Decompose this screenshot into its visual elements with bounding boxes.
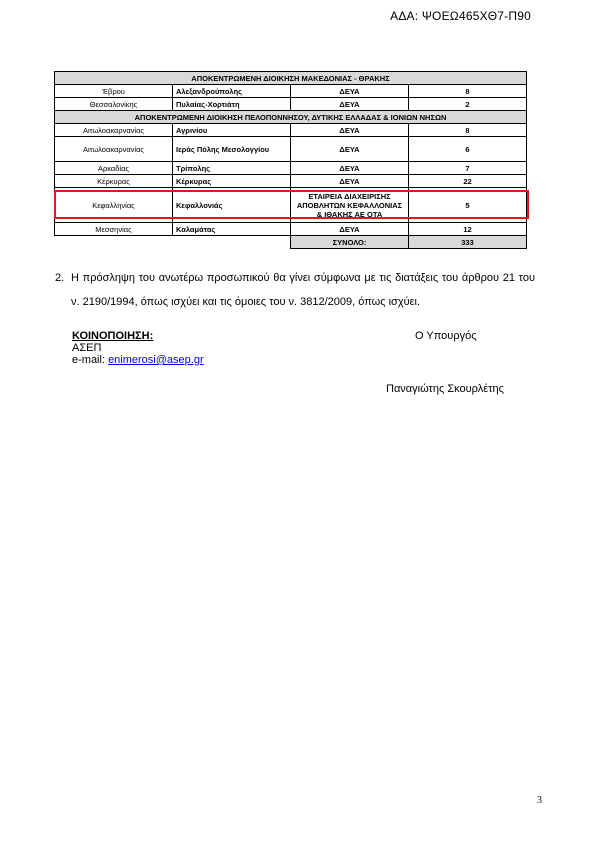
empty-cell (173, 236, 291, 249)
signature-name: Παναγιώτης Σκουρλέτης (386, 383, 504, 395)
table-row (55, 85, 527, 98)
regional-unit-cell: Έβρου (55, 85, 173, 98)
entity-cell: ΔΕΥΑ (291, 98, 409, 111)
regional-unit-cell: Κέρκυρας (55, 175, 173, 188)
item-number: 2. (55, 272, 65, 284)
count-cell: 5 (409, 188, 527, 223)
regional-unit-cell: Αιτωλοακαρνανίας (55, 124, 173, 137)
notification-title: ΚΟΙΝΟΠΟΙΗΣΗ: (72, 330, 154, 342)
region-header-row (55, 111, 527, 124)
regional-unit-cell: Αιτωλοακαρνανίας (55, 137, 173, 162)
email-label: e-mail: (72, 354, 109, 366)
municipality-cell: Καλαμάτας (173, 223, 291, 236)
entity-cell: ΔΕΥΑ (291, 85, 409, 98)
count-cell: 7 (409, 162, 527, 175)
table-row (55, 162, 527, 175)
count-cell: 8 (409, 85, 527, 98)
email-line (72, 354, 204, 366)
table-row (55, 175, 527, 188)
positions-table (54, 71, 527, 249)
notification-recipient: ΑΣΕΠ (72, 342, 102, 354)
municipality-cell: Τρίπολης (173, 162, 291, 175)
regional-unit-cell: Κεφαλληνίας (55, 188, 173, 223)
total-row (55, 236, 527, 249)
page-number: 3 (537, 795, 542, 806)
entity-cell: ΔΕΥΑ (291, 124, 409, 137)
region-macedonia-thrace: ΑΠΟΚΕΝΤΡΩΜΕΝΗ ΔΙΟΙΚΗΣΗ ΜΑΚΕΔΟΝΙΑΣ - ΘΡΑΚΗΣ (55, 72, 527, 85)
paragraph-item-2 (55, 266, 535, 314)
count-cell: 6 (409, 137, 527, 162)
region-header-row (55, 72, 527, 85)
municipality-cell: Πυλαίας-Χορτιάτη (173, 98, 291, 111)
municipality-cell: Κεφαλλονιάς (173, 188, 291, 223)
regional-unit-cell: Αρκαδίας (55, 162, 173, 175)
table-row (55, 137, 527, 162)
regional-unit-cell: Μεσσηνίας (55, 223, 173, 236)
entity-cell: ΔΕΥΑ (291, 162, 409, 175)
count-cell: 8 (409, 124, 527, 137)
entity-cell: ΔΕΥΑ (291, 223, 409, 236)
entity-cell: ΔΕΥΑ (291, 137, 409, 162)
table-row (55, 98, 527, 111)
table-row (55, 223, 527, 236)
count-cell: 2 (409, 98, 527, 111)
total-value: 333 (409, 236, 527, 249)
signature-role: Ο Υπουργός (415, 330, 477, 342)
count-cell: 22 (409, 175, 527, 188)
table-row-highlighted (55, 188, 527, 223)
email-link[interactable]: enimerosi@asep.gr (108, 354, 204, 366)
item-text: Η πρόσληψη του ανωτέρω προσωπικού θα γίνει σύμφωνα με τις διατάξεις του άρθρου 21 του ν. 2190/1994, όπως ισχύει και τις όμοιες του ν. 3812/2009, όπως ισχύει. (71, 272, 535, 308)
municipality-cell: Αλεξανδρούπολης (173, 85, 291, 98)
ada-code: ΑΔΑ: ΨΟΕΩ465ΧΘ7-Π90 (390, 9, 531, 23)
region-peloponnese-wgreece-ionian: ΑΠΟΚΕΝΤΡΩΜΕΝΗ ΔΙΟΙΚΗΣΗ ΠΕΛΟΠΟΝΝΗΣΟΥ, ΔΥΤΙΚΗΣ ΕΛΛΑΔΑΣ & ΙΟΝΙΩΝ ΝΗΣΩΝ (55, 111, 527, 124)
entity-cell: ΕΤΑΙΡΕΙΑ ΔΙΑΧΕΙΡΙΣΗΣ ΑΠΟΒΛΗΤΩΝ ΚΕΦΑΛΛΟΝΙΑΣ & ΙΘΑΚΗΣ ΑΕ ΟΤΑ (291, 188, 409, 223)
municipality-cell: Κέρκυρας (173, 175, 291, 188)
notification-block (72, 330, 204, 366)
municipality-cell: Αγρινίου (173, 124, 291, 137)
regional-unit-cell: Θεσσαλονίκης (55, 98, 173, 111)
total-label: ΣΥΝΟΛΟ: (291, 236, 409, 249)
municipality-cell: Ιεράς Πόλης Μεσολογγίου (173, 137, 291, 162)
count-cell: 12 (409, 223, 527, 236)
table-row (55, 124, 527, 137)
entity-cell: ΔΕΥΑ (291, 175, 409, 188)
empty-cell (55, 236, 173, 249)
